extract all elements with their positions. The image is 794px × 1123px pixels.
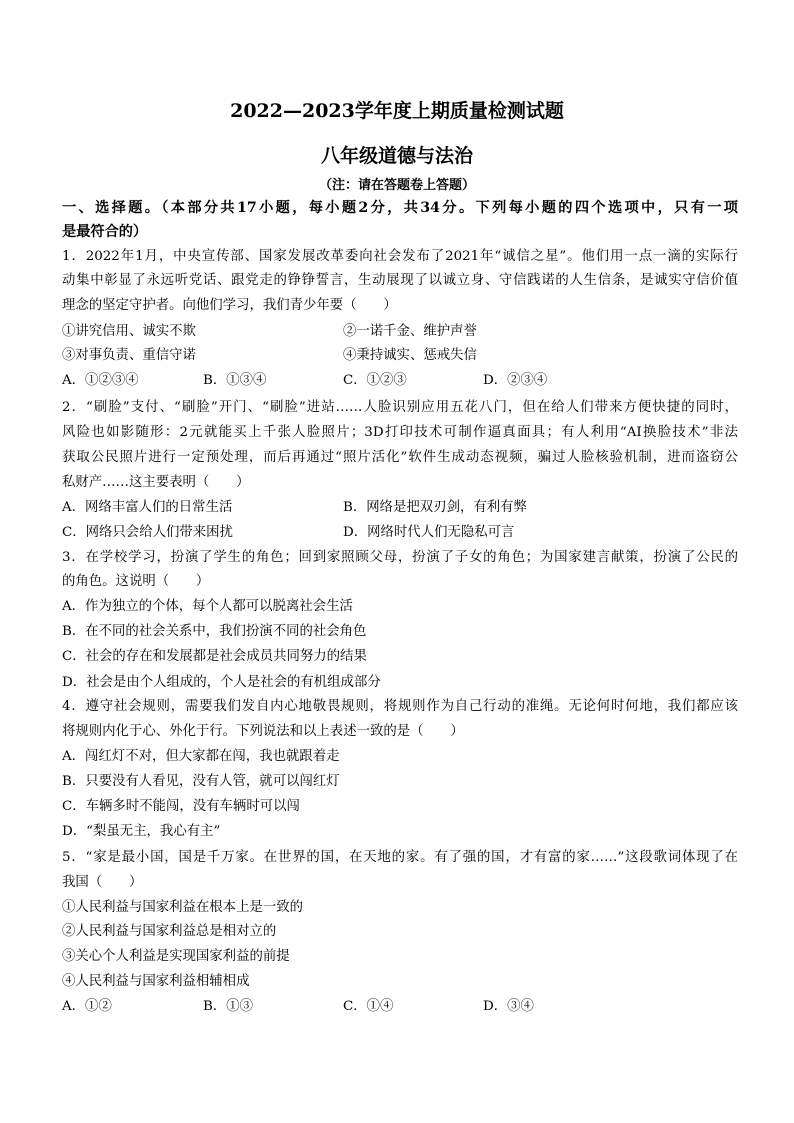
section-heading-cont: 是最符合的） [62,224,148,240]
question-1-stem: 理念的坚定守护者。向他们学习，我们青少年要（ ） [62,298,397,313]
question-2-option-c: C．网络只会给人们带来困扰 [62,525,233,540]
question-1-stem: 动集中彰显了永远听党话、跟党走的铮铮誓言，生动展现了以诚立身、守信践诺的人生信条，是诚实守信价值 [62,273,738,288]
question-1-option-c: C．①②③ [343,373,407,388]
question-5-item: ②人民利益与国家利益总是相对立的 [62,924,277,939]
question-1-stem: 1．2022年1月，中央宣传部、国家发展改革委向社会发布了2021年“诚信之星”。他们用一点一滴的实际行 [62,249,738,264]
question-4-stem: 将规则内化于心、外化于行。下列说法和以上表述一致的是（ ） [62,724,464,739]
question-1-item: ④秉持诚实、惩戒失信 [343,348,477,363]
question-3-stem: 的角色。这说明（ ） [62,574,210,589]
question-1-option-a: A．①②③④ [62,373,139,388]
question-5-item: ④人民利益与国家利益相辅相成 [62,974,250,989]
question-2-stem: 风险也如影随形：2元就能买上千张人脸照片；3D打印技术可制作逼真面具；有人利用“AI换脸技术”非法 [62,425,738,440]
question-2-option-a: A．网络丰富人们的日常生活 [62,500,233,515]
question-4-option-b: B．只要没有人看见，没有人管，就可以闯红灯 [62,774,340,789]
question-2-option-b: B．网络是把双刃剑，有利有弊 [343,500,527,515]
question-5-option-b: B．①③ [203,999,254,1014]
question-5-option-c: C．①④ [343,999,394,1014]
question-1-item: ②一诺千金、维护声誉 [343,324,477,339]
question-5-option-a: A．①② [62,999,112,1014]
question-3-option-b: B．在不同的社会关系中，我们扮演不同的社会角色 [62,624,367,639]
exam-subject: 八年级道德与法治 [320,145,473,167]
question-2-stem: 私财产……这主要表明（ ） [62,475,250,490]
question-2-stem: 2．“刷脸”支付、“刷脸”开门、“刷脸”进站……人脸识别应用五花八门，但在给人们带来方便快捷的同时， [62,400,738,415]
question-1-option-b: B．①③④ [203,373,267,388]
question-1-item: ①讲究信用、诚实不欺 [62,324,196,339]
question-3-option-a: A．作为独立的个体，每个人都可以脱离社会生活 [62,599,353,614]
question-5-item: ①人民利益与国家利益在根本上是一致的 [62,900,304,915]
question-3-option-c: C．社会的存在和发展都是社会成员共同努力的结果 [62,649,367,664]
question-5-item: ③关心个人利益是实现国家利益的前提 [62,949,290,964]
question-3-option-d: D．社会是由个人组成的，个人是社会的有机组成部分 [62,675,381,690]
question-4-option-c: C．车辆多时不能闯，没有车辆时可以闯 [62,799,300,814]
question-5-stem: 5．“家是最小国，国是千万家。在世界的国，在天地的家。有了强的国，才有富的家……”这段歌词体现了在 [62,850,738,865]
section-heading: 一、选择题。（本部分共17小题，每小题2分，共34分。下列每小题的四个选项中，只有一项 [62,200,738,216]
question-4-stem: 4．遵守社会规则，需要我们发自内心地敬畏规则，将规则作为自己行动的准绳。无论何时何地，我们都应该 [62,699,738,714]
question-5-stem: 我国（ ） [62,875,143,890]
question-5-option-d: D．③④ [483,999,534,1014]
question-1-option-d: D．②③④ [483,373,548,388]
question-3-stem: 3．在学校学习，扮演了学生的角色；回到家照顾父母，扮演了子女的角色；为国家建言献策，扮演了公民的 [62,550,738,565]
question-2-stem: 获取公民照片进行一定预处理，而后再通过“照片活化”软件生成动态视频，骗过人脸核验机制，进而盗窃公 [62,450,738,465]
question-1-item: ③对事负责、重信守诺 [62,348,196,363]
exam-note: （注：请在答题卷上答题） [318,178,475,193]
question-4-option-a: A．闯红灯不对，但大家都在闯，我也就跟着走 [62,749,340,764]
question-4-option-d: D．“梨虽无主，我心有主” [62,824,221,839]
question-2-option-d: D．网络时代人们无隐私可言 [343,525,515,540]
exam-title: 2022—2023学年度上期质量检测试题 [230,100,564,122]
